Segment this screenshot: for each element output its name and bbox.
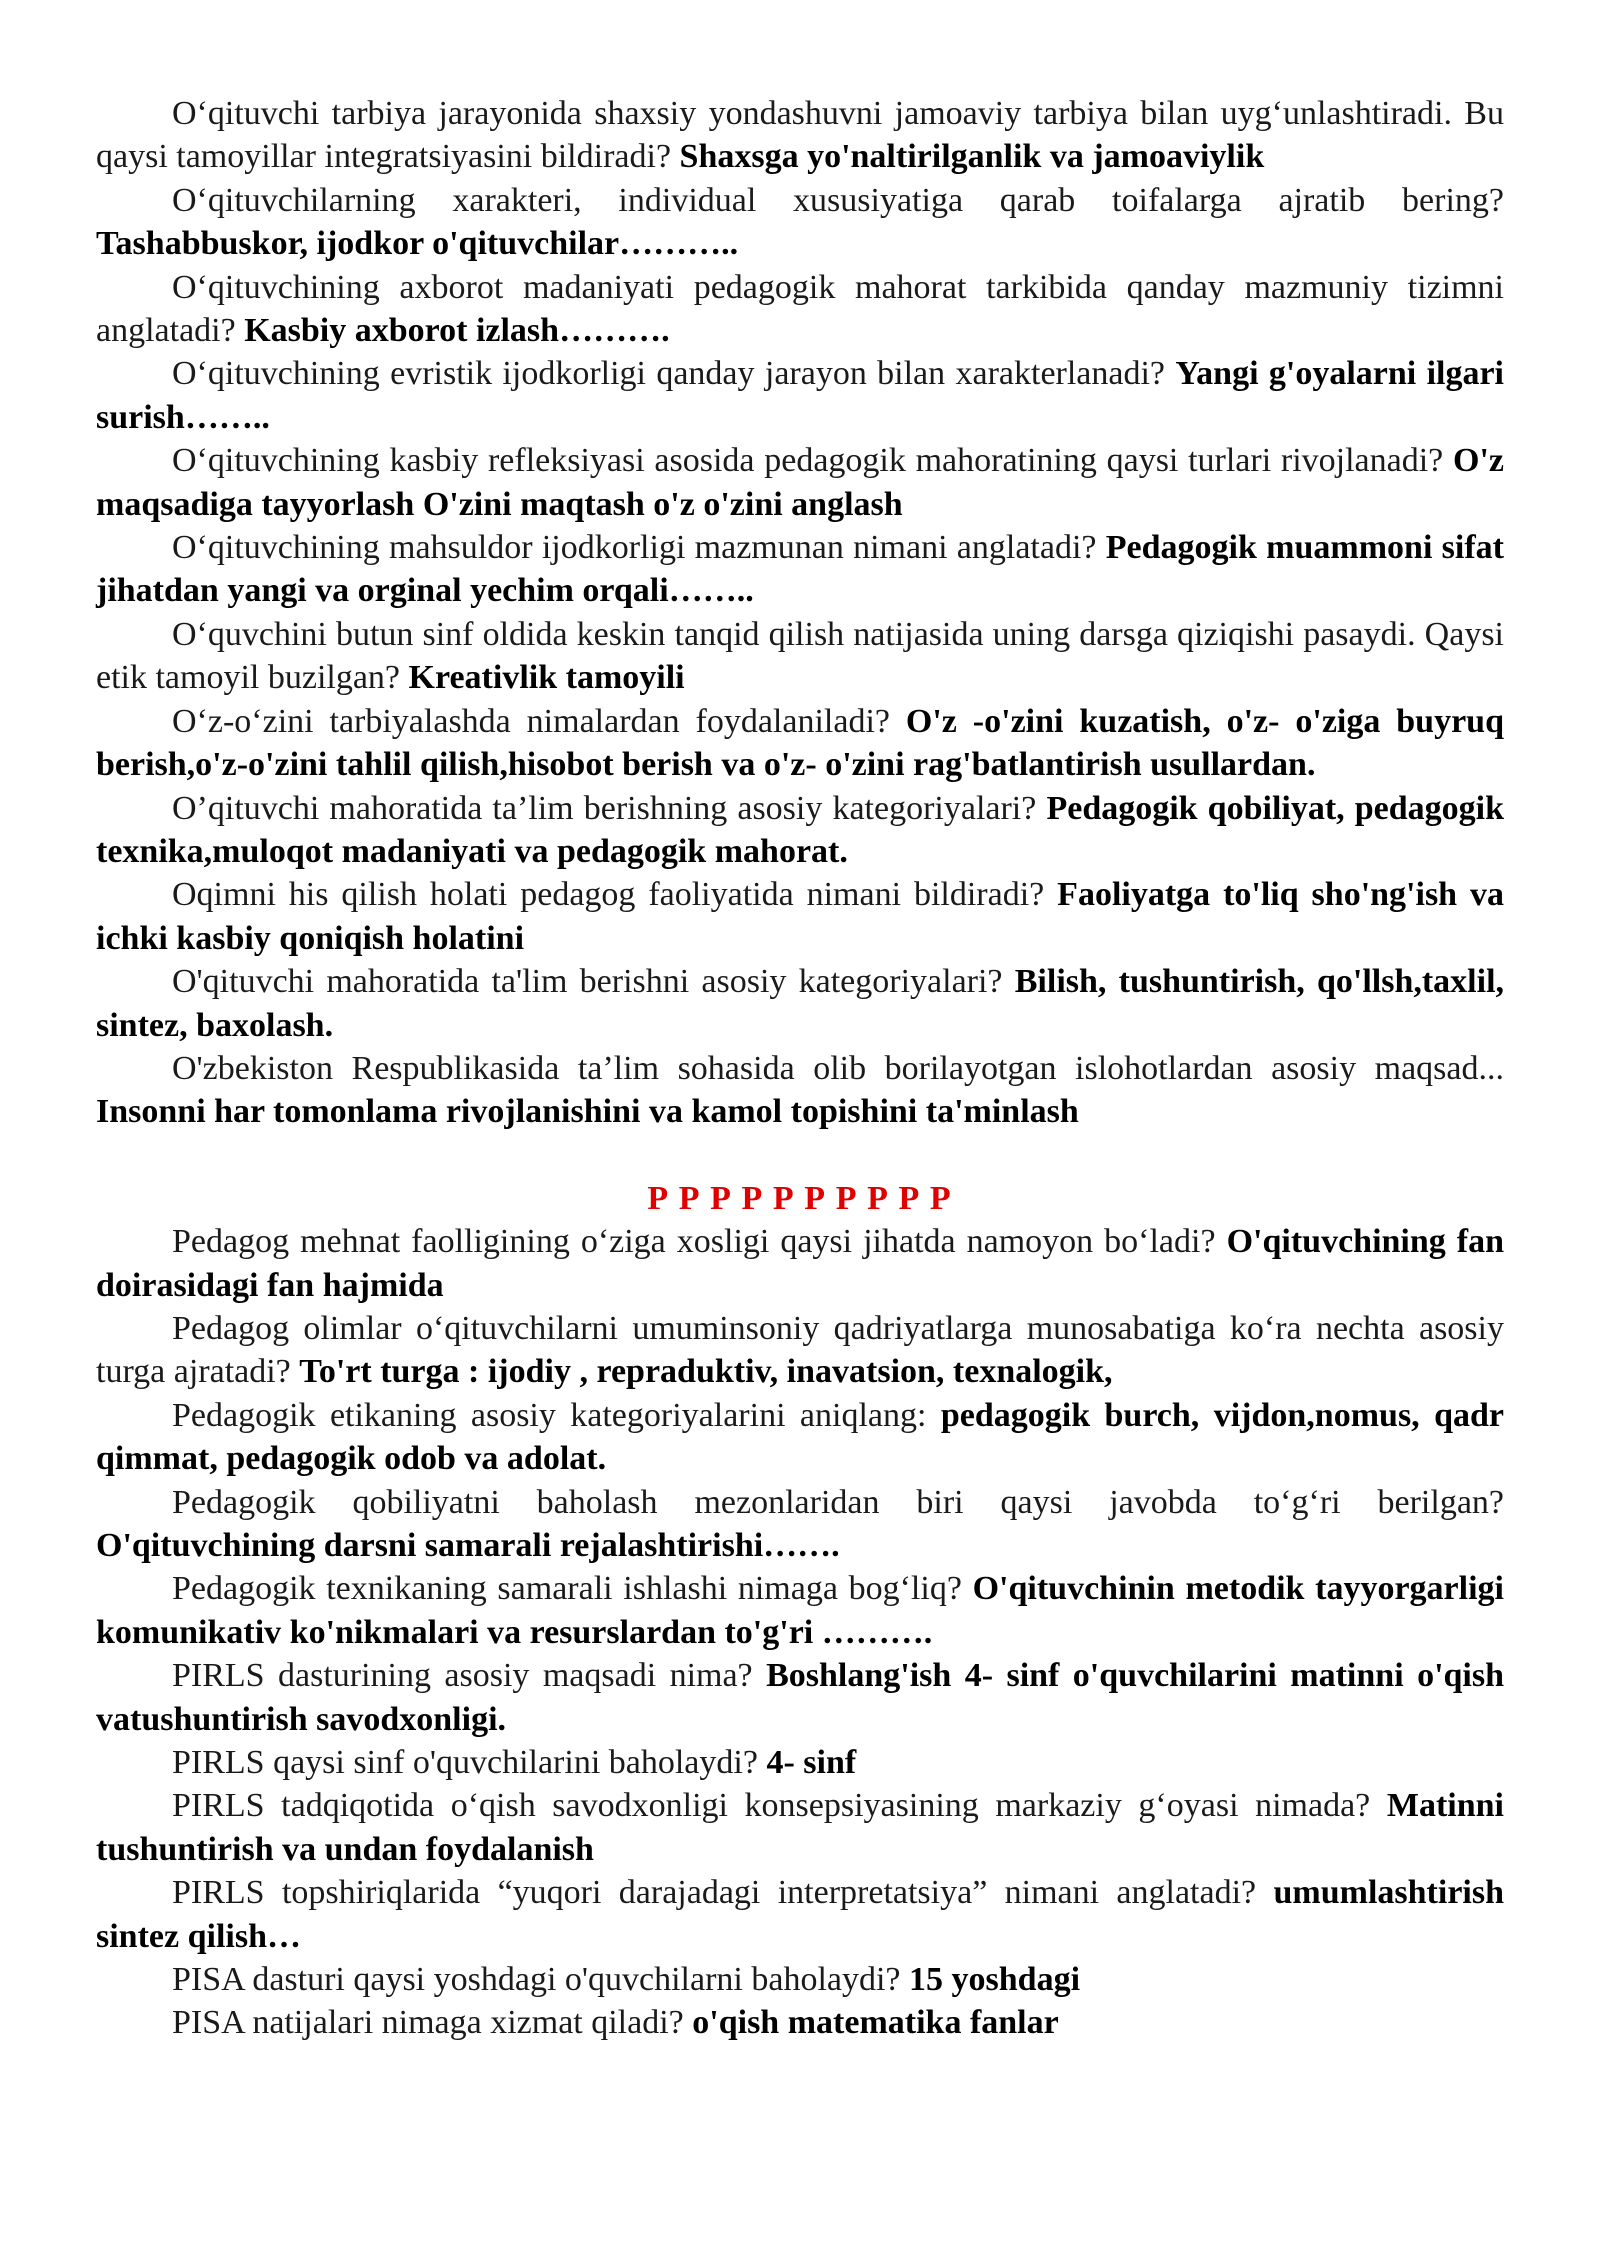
qa-paragraph [96,613,1504,700]
question-text: PISA dasturi qaysi yoshdagi o'quvchilarni baholaydi? [172,1961,901,1999]
answer-text: Boshlang'ish 4- sinf o'quvchilarini matinni o'qish vatushuntirish savodxonligi. [96,1657,1505,1738]
question-text: O‘z-o‘zini tarbiyalashda nimalardan foydalaniladi? [172,702,890,740]
section-heading: P P P P P P P P P P [647,1179,953,1217]
question-text: O‘quvchini butun sinf oldida keskin tanqid qilish natijasida uning darsga qiziqishi pasaydi. Qaysi etik tamoyil buzilgan? [96,615,1504,697]
answer-text: Tashabbuskor, ijodkor o'qituvchilar……….. [96,225,739,263]
question-text: Pedagogik qobiliyatni baholash mezonlaridan biri qaysi javobda to‘g‘ri berilgan? [172,1483,1504,1521]
answer-text: To'rt turga : ijodiy , repraduktiv, inavatsion, texnalogik, [299,1353,1113,1391]
qa-paragraph [96,266,1504,353]
qa-paragraph [96,1220,1504,1307]
qa-paragraph [96,1741,1504,1784]
answer-text: o'qish matematika fanlar [692,2004,1059,2042]
answer-text: O'qituvchining fan doirasidagi fan hajmida [96,1223,1505,1304]
question-text: PIRLS qaysi sinf o'quvchilarini baholaydi? [172,1744,758,1782]
question-text: PISA natijalari nimaga xizmat qiladi? [172,2004,684,2042]
answer-text: O'z maqsadiga tayyorlash O'zini maqtash o'z o'zini anglash [96,442,1504,523]
answer-text: O'z -o'zini kuzatish, o'z- o'ziga buyruq berish,o'z-o'zini tahlil qilish,hisobot berish va o'z- o'zini rag'batlantirish usullardan. [96,702,1504,784]
qa-paragraph [96,439,1504,526]
answer-text: Pedagogik muammoni sifat jihatdan yangi va orginal yechim orqali…….. [96,529,1505,610]
qa-list-section-1 [96,92,1504,1134]
question-text: O‘qituvchi tarbiya jarayonida shaxsiy yondashuvni jamoaviy tarbiya bilan uyg‘unlashtiradi. Bu qaysi tamoyillar integratsiyasini bildiradi? [96,95,1504,176]
question-text: Oqimni his qilish holati pedagog faoliyatida nimani bildiradi? [172,876,1045,914]
qa-paragraph [96,1394,1504,1481]
question-text: O’qituvchi mahoratida ta’lim berishning asosiy kategoriyalari? [172,789,1037,827]
document-page [96,92,1504,2045]
question-text: O‘qituvchining evristik ijodkorligi qanday jarayon bilan xarakterlanadi? [172,355,1166,393]
qa-paragraph [96,1784,1504,1871]
qa-paragraph [96,1958,1504,2001]
question-text: O‘qituvchining axborot madaniyati pedagogik mahorat tarkibida qanday mazmuniy tizimni anglatadi? [96,268,1504,350]
qa-paragraph [96,526,1504,613]
qa-paragraph [96,700,1504,787]
question-text: PIRLS tadqiqotida o‘qish savodxonligi konsepsiyasining markaziy g‘oyasi nimada? [172,1787,1371,1825]
answer-text: pedagogik burch, vijdon,nomus, qadr qimmat, pedagogik odob va adolat. [96,1396,1504,1478]
qa-paragraph [96,787,1504,874]
question-text: Pedagog mehnat faolligining o‘ziga xosligi qaysi jihatda namoyon bo‘ladi? [172,1223,1216,1261]
question-text: O‘qituvchining kasbiy refleksiyasi asosida pedagogik mahoratining qaysi turlari rivojlanadi? [172,442,1444,480]
qa-paragraph [96,2001,1504,2044]
qa-paragraph [96,960,1504,1047]
answer-text: Faoliyatga to'liq sho'ng'ish va ichki kasbiy qoniqish holatini [96,876,1504,957]
answer-text: Insonni har tomonlama rivojlanishini va kamol topishini ta'minlash [96,1093,1079,1131]
qa-paragraph [96,1481,1504,1568]
qa-paragraph [96,1567,1504,1654]
answer-text: Yangi g'oyalarni ilgari surish…….. [96,355,1504,436]
question-text: O'qituvchi mahoratida ta'lim berishni asosiy kategoriyalari? [172,963,1003,1001]
qa-paragraph [96,1871,1504,1958]
question-text: Pedagogik etikaning asosiy kategoriyalarini aniqlang: [172,1396,927,1434]
qa-paragraph [96,179,1504,266]
answer-text: 4- sinf [766,1744,857,1782]
qa-paragraph [96,873,1504,960]
answer-text: Kreativlik tamoyili [408,659,685,697]
qa-paragraph [96,352,1504,439]
qa-paragraph [96,1307,1504,1394]
question-text: Pedagog olimlar o‘qituvchilarni umuminsoniy qadriyatlarga munosabatiga ko‘ra nechta asosiy turga ajratadi? [96,1309,1504,1391]
answer-text: O'qituvchining darsni samarali rejalashtirishi……. [96,1527,840,1564]
answer-text: Bilish, tushuntirish, qo'llsh,taxlil, sintez, baxolash. [96,963,1505,1044]
qa-paragraph [96,1654,1504,1741]
answer-text: Matinni tushuntirish va undan foydalanish [96,1787,1504,1868]
qa-paragraph [96,1047,1504,1134]
qa-list-section-2 [96,1220,1504,2045]
qa-paragraph [96,92,1504,179]
question-text: PIRLS dasturining asosiy maqsadi nima? [172,1657,753,1695]
answer-text: Kasbiy axborot izlash………. [244,312,670,350]
answer-text: O'qituvchinin metodik tayyorgarligi komunikativ ko'nikmalari va resurslardan to'g'ri ………. [96,1570,1504,1651]
question-text: O'zbekiston Respublikasida ta’lim sohasida olib borilayotgan islohotlardan asosiy maqsad... [172,1049,1504,1087]
question-text: PIRLS topshiriqlarida “yuqori darajadagi interpretatsiya” nimani anglatadi? [172,1874,1257,1912]
answer-text: umumlashtirish sintez qilish… [96,1874,1504,1955]
answer-text: 15 yoshdagi [909,1961,1081,1999]
question-text: O‘qituvchining mahsuldor ijodkorligi mazmunan nimani anglatadi? [172,529,1097,567]
answer-text: Pedagogik qobiliyat, pedagogik texnika,muloqot madaniyati va pedagogik mahorat. [96,789,1505,870]
answer-text: Shaxsga yo'naltirilganlik va jamoaviylik [679,138,1265,176]
question-text: O‘qituvchilarning xarakteri, individual xususiyatiga qarab toifalarga ajratib bering? [172,181,1504,219]
question-text: Pedagogik texnikaning samarali ishlashi nimaga bog‘liq? [172,1570,962,1608]
